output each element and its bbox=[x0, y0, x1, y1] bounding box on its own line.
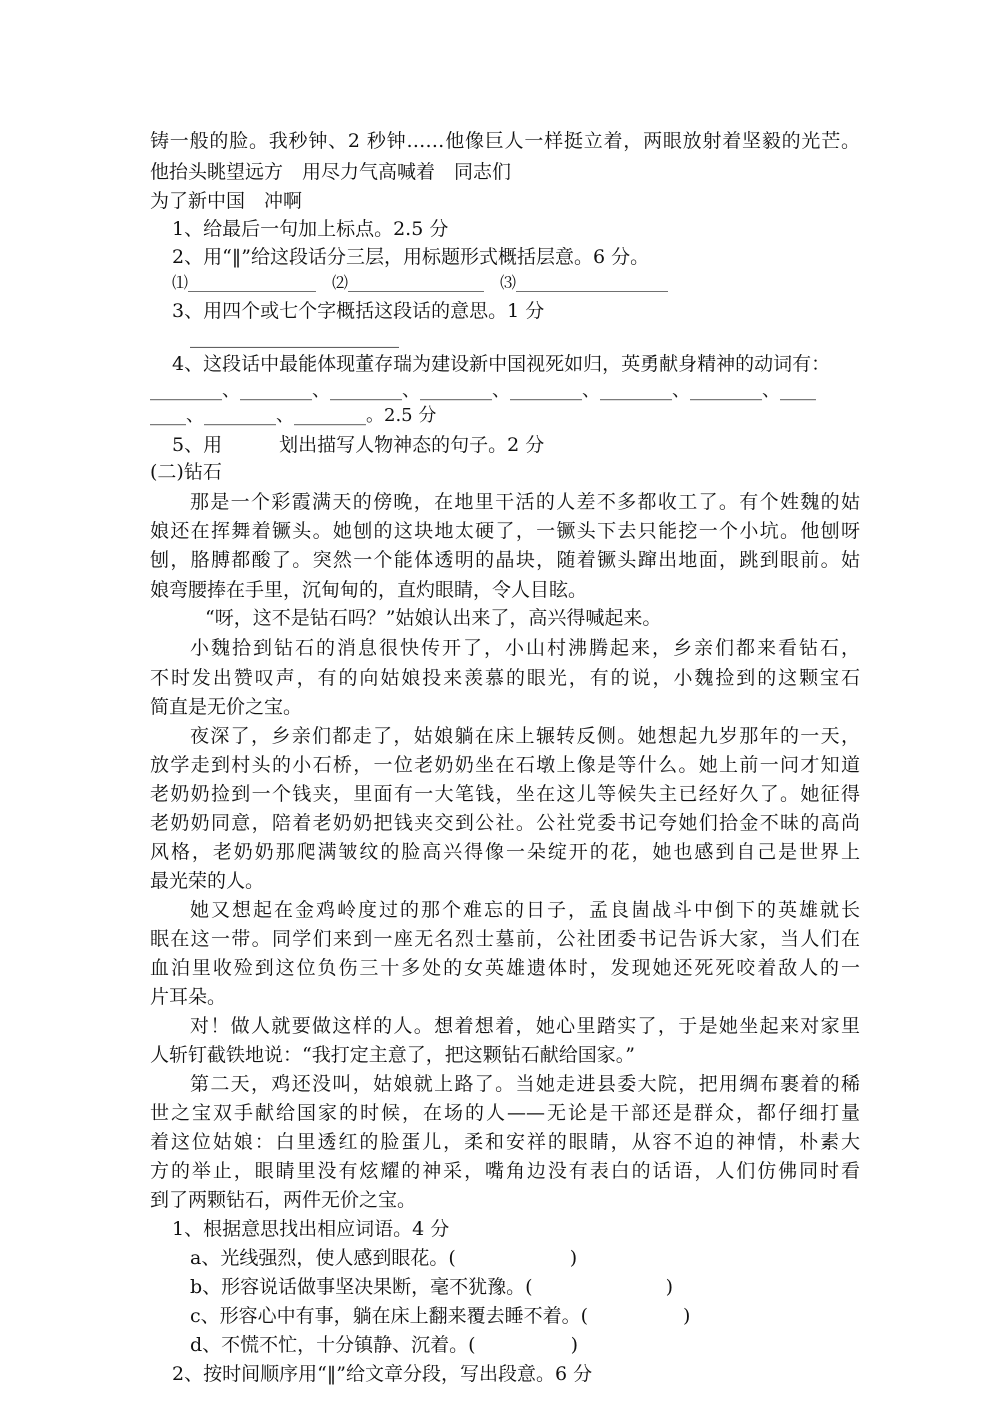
question-1b: b、形容说话做事坚决果断，毫不犹豫。( ) bbox=[190, 1276, 673, 1298]
paragraph-line: 第二天，鸡还没叫，姑娘就上路了。当她走进县委大院，把用绸布裹着的稀 bbox=[190, 1073, 860, 1095]
passage-line: 他抬头眺望远方 用尽力气高喊着 同志们 bbox=[150, 161, 512, 183]
question-4: 4、这段话中最能体现董存瑞为建设新中国视死如归，英勇献身精神的动词有： bbox=[172, 353, 831, 375]
question-2: 2、按时间顺序用“‖”给文章分段，写出段意。6 分 bbox=[172, 1363, 593, 1385]
question-1d: d、不慌不忙，十分镇静、沉着。( ) bbox=[190, 1334, 578, 1356]
paragraph-line: 刨，胳膊都酸了。突然一个能体透明的晶块，随着镢头蹿出地面，跳到眼前。姑 bbox=[150, 549, 860, 571]
paragraph-line: 片耳朵。 bbox=[150, 986, 227, 1008]
paragraph-line: 老奶奶同意，陪着老奶奶把钱夹交到公社。公社党委书记夸她们拾金不昧的高尚 bbox=[150, 812, 860, 834]
passage-line: 铸一般的脸。我秒钟、2 秒钟……他像巨人一样挺立着，两眼放射着坚毅的光芒。 bbox=[150, 130, 860, 152]
question-2: 2、用“‖”给这段话分三层，用标题形式概括层意。6 分。 bbox=[172, 246, 650, 268]
question-3-blank: ______________________ bbox=[190, 326, 399, 348]
section-title: (二)钻石 bbox=[150, 461, 222, 483]
paragraph-line: 世之宝双手献给国家的时候，在场的人——无论是干部还是群众，都仔细打量 bbox=[150, 1102, 860, 1124]
paragraph-line: 血泊里收殓到这位负伤三十多处的女英雄遗体时，发现她还死死咬着敌人的一 bbox=[150, 957, 860, 979]
question-1: 1、给最后一句加上标点。2.5 分 bbox=[172, 218, 449, 240]
question-4-blanks: ____、________、________。2.5 分 bbox=[150, 405, 437, 426]
paragraph-line: 那是一个彩霞满天的傍晚，在地里干活的人差不多都收工了。有个姓魏的姑 bbox=[190, 491, 860, 513]
question-1a: a、光线强烈，使人感到眼花。( ) bbox=[190, 1247, 578, 1269]
paragraph-line: 着这位姑娘：白里透红的脸蛋儿，柔和安祥的眼睛，从容不迫的神情，朴素大 bbox=[150, 1131, 860, 1153]
paragraph-line: 放学走到村头的小石桥，一位老奶奶坐在石墩上像是等什么。她上前一问才知道 bbox=[150, 754, 860, 776]
question-5: 5、用 划出描写人物神态的句子。2 分 bbox=[172, 434, 545, 456]
question-4-blanks: ________、________、________、________、________、________、________、____ bbox=[150, 380, 816, 401]
paragraph-line: 最光荣的人。 bbox=[150, 870, 265, 892]
paragraph-line: “呀，这不是钻石吗？”姑娘认出来了，高兴得喊起来。 bbox=[205, 607, 662, 629]
question-3: 3、用四个或七个字概括这段话的意思。1 分 bbox=[172, 300, 545, 322]
paragraph-line: 眠在这一带。同学们来到一座无名烈士墓前，公社团委书记告诉大家，当人们在 bbox=[150, 928, 860, 950]
paragraph-line: 娘还在挥舞着镢头。她刨的这块地太硬了，一镢头下去只能挖一个小坑。他刨呀 bbox=[150, 520, 860, 542]
question-1: 1、根据意思找出相应词语。4 分 bbox=[172, 1218, 450, 1240]
question-1c: c、形容心中有事，躺在床上翻来覆去睡不着。( ) bbox=[190, 1305, 691, 1327]
paragraph-line: 到了两颗钻石，两件无价之宝。 bbox=[150, 1189, 417, 1211]
paragraph-line: 老奶奶捡到一个钱夹，里面有一大笔钱，坐在这儿等候失主已经好久了。她征得 bbox=[150, 783, 860, 805]
paragraph-line: 方的举止，眼睛里没有炫耀的神采，嘴角边没有表白的话语，人们仿佛同时看 bbox=[150, 1160, 860, 1182]
passage-line: 为了新中国 冲啊 bbox=[150, 190, 303, 212]
paragraph-line: 她又想起在金鸡岭度过的那个难忘的日子，孟良崮战斗中倒下的英雄就长 bbox=[190, 899, 860, 921]
paragraph-line: 简直是无价之宝。 bbox=[150, 696, 303, 718]
paragraph-line: 人斩钉截铁地说：“我打定主意了，把这颗钻石献给国家。” bbox=[150, 1044, 635, 1066]
question-2-blanks: ⑴________________ ⑵_________________ ⑶___________________ bbox=[172, 273, 669, 292]
paragraph-line: 不时发出赞叹声，有的向姑娘投来羡慕的眼光，有的说，小魏捡到的这颗宝石 bbox=[150, 667, 860, 689]
paragraph-line: 小魏拾到钻石的消息很快传开了，小山村沸腾起来，乡亲们都来看钻石， bbox=[190, 637, 860, 659]
paragraph-line: 夜深了，乡亲们都走了，姑娘躺在床上辗转反侧。她想起九岁那年的一天， bbox=[190, 725, 860, 747]
paragraph-line: 风格，老奶奶那爬满皱纹的脸高兴得像一朵绽开的花，她也感到自己是世界上 bbox=[150, 841, 860, 863]
paragraph-line: 对！做人就要做这样的人。想着想着，她心里踏实了，于是她坐起来对家里 bbox=[190, 1015, 860, 1037]
paragraph-line: 娘弯腰捧在手里，沉甸甸的，直灼眼睛，令人目眩。 bbox=[150, 579, 588, 601]
